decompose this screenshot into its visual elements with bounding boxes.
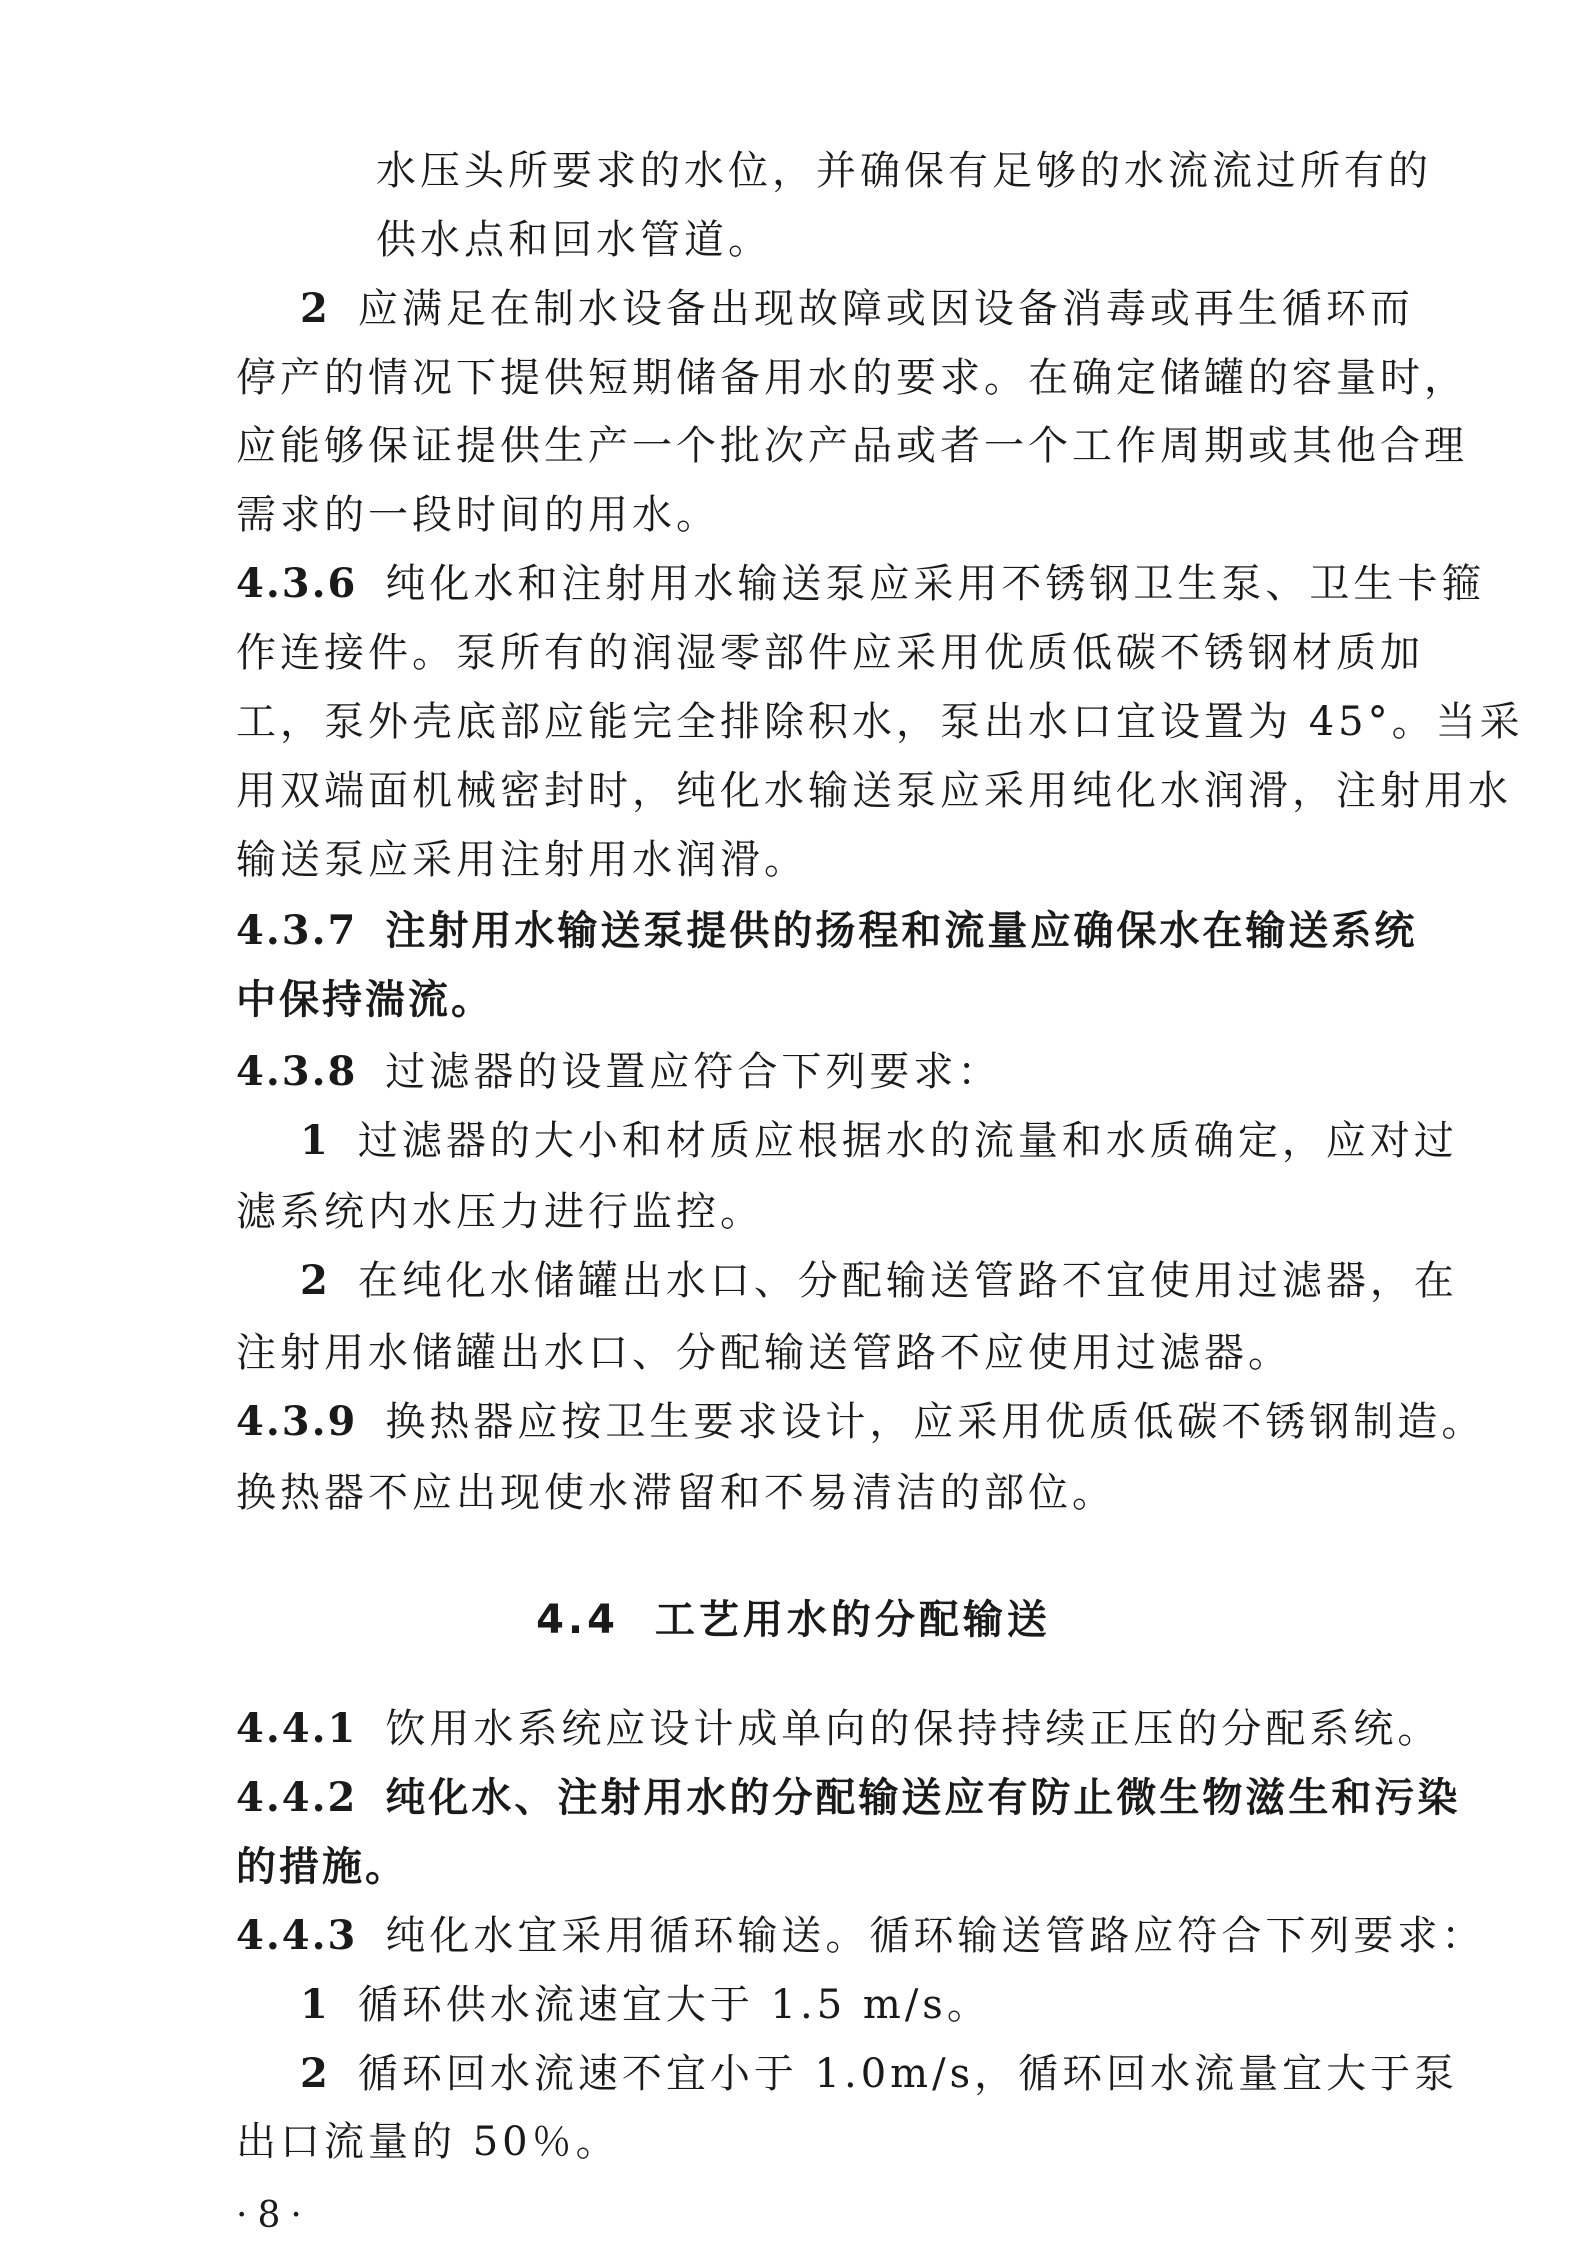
text: 工，泵外壳底部应能完全排除积水，泵出水口宜设置为 45°。当采 — [236, 699, 1524, 745]
section-title: 工艺用水的分配输送 — [654, 1597, 1051, 1643]
clause-number: 4.4.3 — [236, 1912, 358, 1959]
list-item — [300, 1109, 1458, 1173]
text: 作连接件。泵所有的润湿零部件应采用优质低碳不锈钢材质加 — [236, 630, 1424, 676]
text-line — [236, 2110, 1356, 2174]
text: 滤系统内水压力进行监控。 — [236, 1189, 764, 1235]
text-line — [236, 759, 1512, 823]
item-number: 2 — [300, 1257, 330, 1304]
list-item — [300, 1249, 1458, 1313]
clause-bold — [236, 899, 1418, 963]
clause — [236, 1040, 1356, 1104]
text-line — [236, 346, 1468, 410]
clause-number: 4.3.9 — [236, 1398, 358, 1445]
text: 纯化水、注射用水的分配输送应有防止微生物滋生和污染 — [385, 1775, 1461, 1821]
text: 换热器不应出现使水滞留和不易清洁的部位。 — [236, 1470, 1116, 1516]
list-item — [300, 2042, 1459, 2106]
text: 注射用水储罐出水口、分配输送管路不应使用过滤器。 — [236, 1330, 1292, 1376]
clause-bold — [236, 1766, 1461, 1830]
clause — [236, 1697, 1442, 1761]
clause — [236, 1390, 1486, 1454]
text-line-bold — [236, 968, 1356, 1032]
clause-number: 4.3.7 — [236, 907, 358, 954]
text: 应能够保证提供生产一个批次产品或者一个工作周期或其他合理 — [236, 423, 1468, 469]
text-line — [376, 208, 1496, 272]
item-number: 1 — [300, 1981, 330, 2028]
text: 注射用水输送泵提供的扬程和流量应确保水在输送系统 — [385, 908, 1418, 954]
text: 的措施。 — [236, 1844, 408, 1890]
text-line — [236, 621, 1424, 685]
text-line — [236, 828, 1356, 892]
text: 循环回水流速不宜小于 1.0m/s，循环回水流量宜大于泵 — [357, 2051, 1459, 2097]
text-line — [236, 1180, 1356, 1244]
clause-number: 4.4.1 — [236, 1705, 358, 1752]
text: 饮用水系统应设计成单向的保持持续正压的分配系统。 — [385, 1706, 1442, 1752]
text: 需求的一段时间的用水。 — [236, 492, 720, 538]
text: 输送泵应采用注射用水润滑。 — [236, 837, 808, 883]
text: 中保持湍流。 — [236, 977, 494, 1023]
text: 循环供水流速宜大于 1.5 m/s。 — [357, 1982, 991, 2028]
item-number: 2 — [300, 2050, 330, 2097]
section-heading — [0, 1588, 1587, 1652]
list-item — [300, 1973, 1420, 2037]
text: 纯化水和注射用水输送泵应采用不锈钢卫生泵、卫生卡箍 — [385, 561, 1486, 607]
clause-number: 4.3.6 — [236, 560, 358, 607]
text-line — [236, 414, 1468, 478]
text: 水压头所要求的水位，并确保有足够的水流流过所有的 — [376, 148, 1432, 194]
clause-number: 4.3.8 — [236, 1048, 358, 1095]
text-line — [376, 139, 1496, 203]
text: 供水点和回水管道。 — [376, 217, 772, 263]
item-number: 1 — [300, 1117, 330, 1164]
item-number: 2 — [300, 285, 330, 332]
text: 出口流量的 50％。 — [236, 2119, 620, 2165]
text: 过滤器的大小和材质应根据水的流量和水质确定，应对过 — [357, 1118, 1458, 1164]
clause-number: 4.4.2 — [236, 1774, 358, 1821]
clause — [236, 1904, 1486, 1968]
text-line — [236, 483, 1356, 547]
text: 纯化水宜采用循环输送。循环输送管路应符合下列要求： — [385, 1913, 1486, 1959]
text-line — [236, 1321, 1356, 1385]
text: 应满足在制水设备出现故障或因设备消毒或再生循环而 — [357, 286, 1414, 332]
section-number: 4.4 — [536, 1597, 619, 1643]
text: 停产的情况下提供短期储备用水的要求。在确定储罐的容量时， — [236, 355, 1468, 401]
text: 用双端面机械密封时，纯化水输送泵应采用纯化水润滑，注射用水 — [236, 768, 1512, 814]
clause — [236, 552, 1486, 616]
page-number: ·8· — [236, 2195, 312, 2236]
text: 过滤器的设置应符合下列要求： — [385, 1049, 1002, 1095]
text-line-bold — [236, 1835, 1356, 1899]
text: 在纯化水储罐出水口、分配输送管路不宜使用过滤器，在 — [357, 1258, 1458, 1304]
text-line — [236, 690, 1524, 754]
text: 换热器应按卫生要求设计，应采用优质低碳不锈钢制造。 — [385, 1399, 1486, 1445]
list-item — [300, 277, 1420, 341]
text-line — [236, 1461, 1356, 1525]
